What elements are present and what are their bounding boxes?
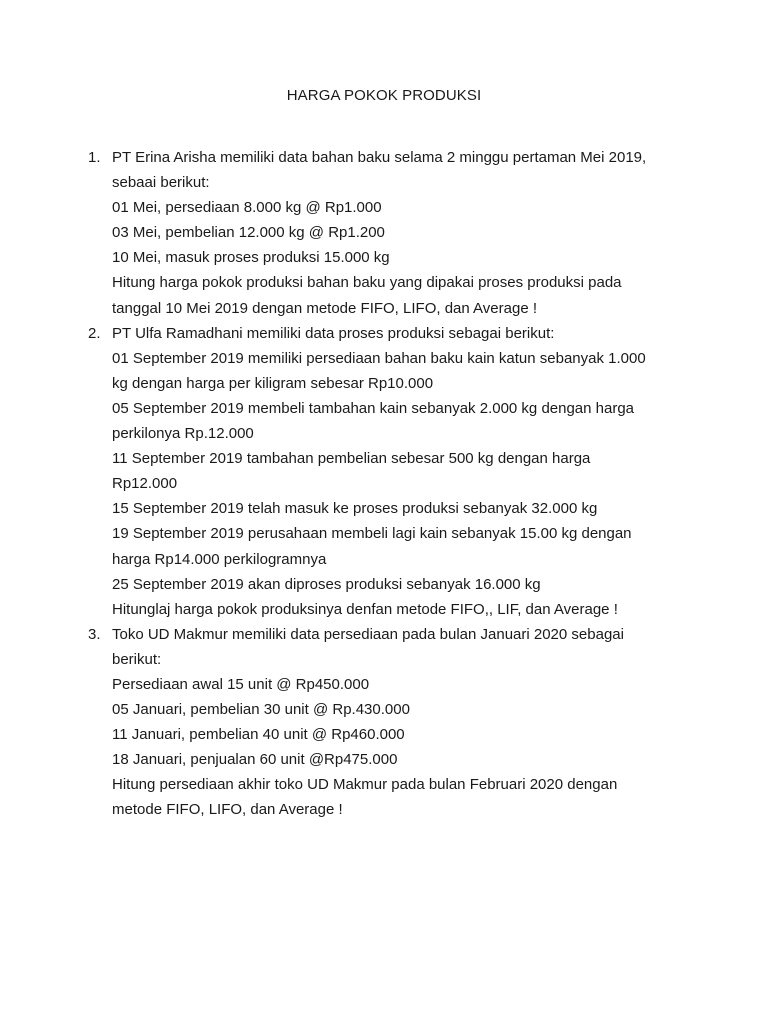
question-line: 03 Mei, pembelian 12.000 kg @ Rp1.200 [112, 224, 385, 242]
question-line: metode FIFO, LIFO, dan Average ! [112, 801, 343, 819]
question-line: PT Erina Arisha memiliki data bahan baku selama 2 minggu pertaman Mei 2019, [112, 149, 647, 166]
question-line: 05 Januari, pembelian 30 unit @ Rp.430.000 [112, 701, 410, 719]
question-line: 15 September 2019 telah masuk ke proses produksi sebanyak 32.000 kg [112, 500, 598, 518]
question-line: sebaai berikut: [112, 174, 210, 192]
question-number: 1. [88, 149, 101, 166]
question-line: 01 September 2019 memiliki persediaan bahan baku kain katun sebanyak 1.000 [112, 349, 646, 367]
question-item-3 [0, 622, 768, 823]
question-line: PT Ulfa Ramadhani memiliki data proses produksi sebagai berikut: [112, 324, 555, 342]
question-line: Persediaan awal 15 unit @ Rp450.000 [112, 675, 370, 693]
question-line: 19 September 2019 perusahaan membeli lagi kain sebanyak 15.00 kg dengan [112, 525, 632, 543]
question-line: 05 September 2019 membeli tambahan kain sebanyak 2.000 kg dengan harga [112, 399, 635, 417]
question-line: Hitunglaj harga pokok produksinya denfan metode FIFO,, LIF, dan Average ! [112, 600, 618, 618]
question-line: 11 Januari, pembelian 40 unit @ Rp460.000 [112, 726, 405, 744]
document-title: HARGA POKOK PRODUKSI [286, 87, 482, 104]
question-line: 11 September 2019 tambahan pembelian sebesar 500 kg dengan harga [112, 450, 591, 468]
question-line: Rp12.000 [112, 475, 178, 493]
question-line: Hitung persediaan akhir toko UD Makmur pada bulan Februari 2020 dengan [112, 776, 618, 794]
question-line: harga Rp14.000 perkilogramnya [112, 550, 327, 568]
question-line: Toko UD Makmur memiliki data persediaan pada bulan Januari 2020 sebagai [112, 625, 624, 643]
question-line: perkilonya Rp.12.000 [112, 425, 254, 443]
question-list [0, 145, 768, 823]
question-line: Hitung harga pokok produksi bahan baku yang dipakai proses produksi pada [112, 274, 622, 292]
question-number: 3. [88, 625, 101, 643]
question-line: 25 September 2019 akan diproses produksi sebanyak 16.000 kg [112, 575, 541, 593]
question-number: 2. [88, 324, 101, 342]
question-item-1 [0, 145, 768, 321]
question-item-2 [0, 321, 768, 622]
question-line: 18 Januari, penjualan 60 unit @Rp475.000 [112, 751, 398, 769]
question-line: kg dengan harga per kiligram sebesar Rp10.000 [112, 374, 434, 392]
question-line: 01 Mei, persediaan 8.000 kg @ Rp1.000 [112, 199, 382, 217]
question-line: berikut: [112, 650, 162, 668]
question-line: 10 Mei, masuk proses produksi 15.000 kg [112, 249, 390, 267]
question-line: tanggal 10 Mei 2019 dengan metode FIFO, LIFO, dan Average ! [112, 299, 537, 317]
